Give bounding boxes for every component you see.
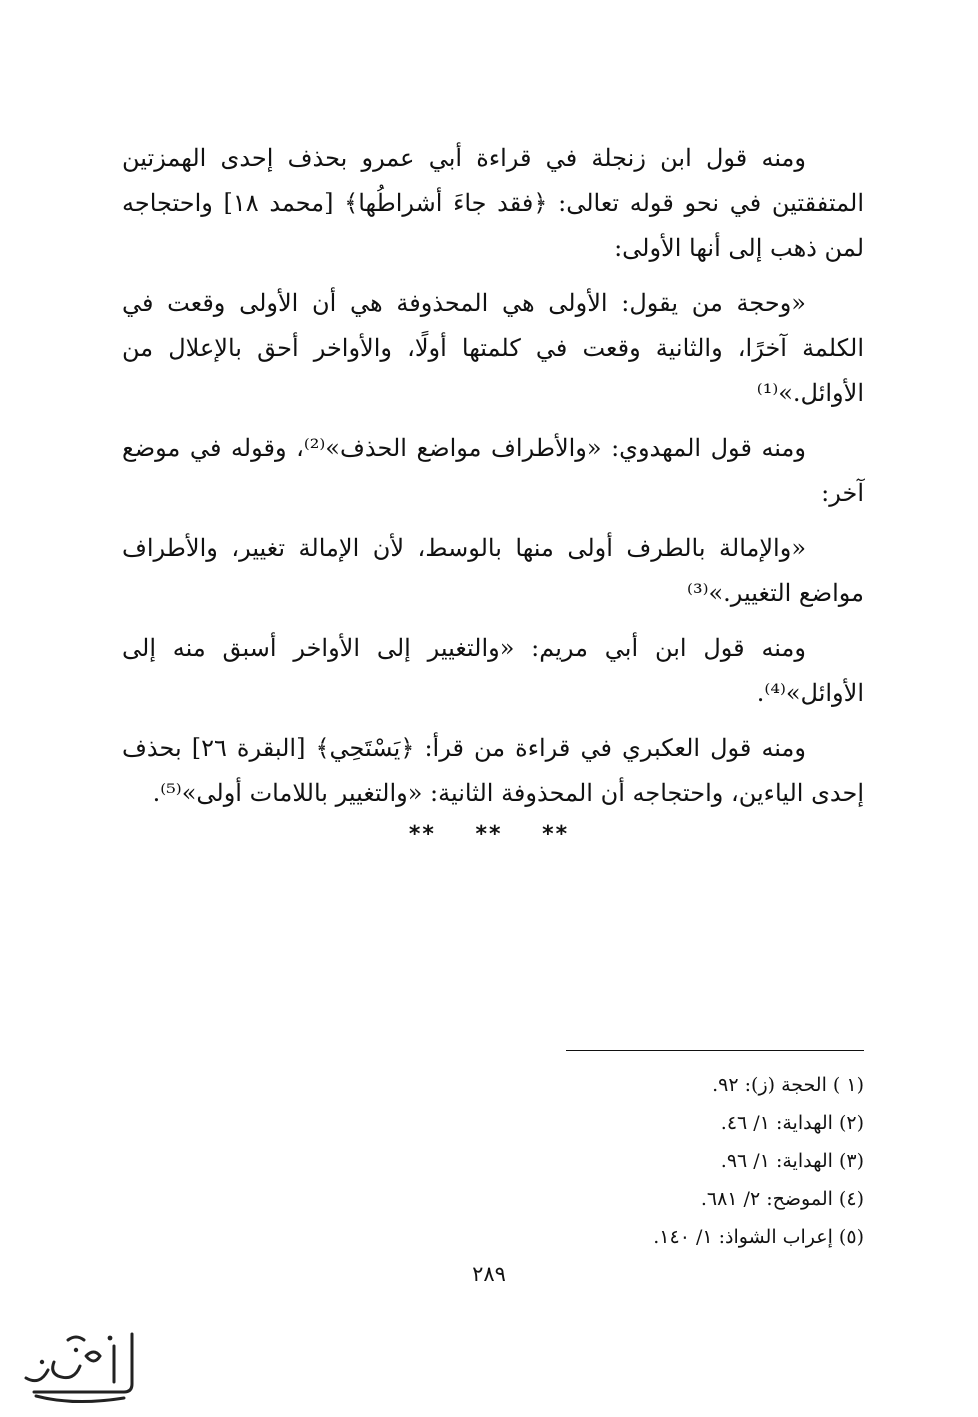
page-number: ٢٨٩ xyxy=(472,1262,506,1286)
footnotes-list xyxy=(400,1066,864,1256)
footnote-item: (٥) إعراب الشواذ: ١/ ١٤٠. xyxy=(653,1226,864,1248)
calligraphy-seal-icon xyxy=(14,1326,144,1410)
footnote-divider xyxy=(566,1050,864,1051)
footnote-item: (١ ) الحجة (ز): ٩٢. xyxy=(712,1074,864,1096)
section-separator: ** ** ** xyxy=(408,822,570,847)
paragraph-3: ومنه قول المهدوي: «والأطراف مواضع الحذف»⁽²⁾، وقوله في موضع آخر: xyxy=(122,434,864,507)
footnote-item: (٤) الموضح: ٢/ ٦٨١. xyxy=(700,1188,864,1210)
paragraph-1: ومنه قول ابن زنجلة في قراءة أبي عمرو بحذف إحدى الهمزتين المتفقتين في نحو قوله تعالى: ﴿فقد جاءَ أشراطُها﴾ [محمد ١٨] واحتجاجه لمن ذهب إلى أنها الأولى: xyxy=(122,144,864,262)
footnote-item: (٣) الهداية: ١/ ٩٦. xyxy=(720,1150,864,1172)
paragraph-6: ومنه قول العكبري في قراءة من قرأ: ﴿يَسْتَحِي﴾ [البقرة ٢٦] بحذف إحدى الياءين، واحتجاجه أن المحذوفة الثانية: «والتغيير باللامات أولى»⁽⁵⁾. xyxy=(122,734,864,807)
main-text xyxy=(122,136,864,826)
paragraph-5: ومنه قول ابن أبي مريم: «والتغيير إلى الأواخر أسبق منه إلى الأوائل»⁽⁴⁾. xyxy=(122,634,864,707)
paragraph-2: «وحجة من يقول: الأولى هي المحذوفة هي أن الأولى وقعت في الكلمة آخرًا، والثانية وقعت في كلمتها أولًا، والأواخر أحق بالإعلال من الأوائل.»⁽¹⁾ xyxy=(122,289,864,407)
paragraph-4: «والإمالة بالطرف أولى منها بالوسط، لأن الإمالة تغيير، والأطراف مواضع التغيير.»⁽³⁾ xyxy=(122,534,864,607)
footnote-item: (٢) الهداية: ١/ ٤٦. xyxy=(720,1112,864,1134)
